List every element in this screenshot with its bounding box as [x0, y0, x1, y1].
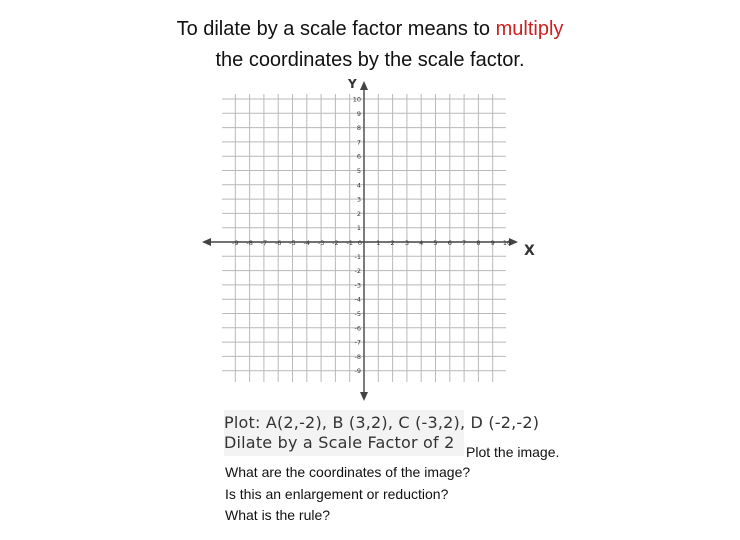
y-tick-label: 8	[356, 124, 361, 133]
coordinate-grid-svg	[200, 76, 540, 406]
x-axis-arrow-left	[202, 238, 211, 246]
x-tick-label: 1	[376, 239, 381, 247]
y-tick-label: -8	[354, 352, 361, 361]
x-axis-label: X	[524, 243, 535, 259]
x-tick-label: -1	[346, 239, 353, 247]
y-axis-label: Y	[348, 77, 357, 91]
y-tick-label: 7	[356, 138, 361, 147]
y-tick-label: -7	[354, 338, 361, 347]
question-item: What is the rule?	[225, 507, 331, 523]
y-tick-label: 9	[356, 109, 361, 118]
y-tick-label: 1	[356, 224, 361, 233]
x-tick-label: 6	[447, 239, 452, 247]
x-tick-label: 5	[433, 239, 438, 247]
y-axis-arrow-down	[360, 392, 368, 401]
x-tick-label: -2	[332, 239, 339, 247]
question-item: What are the coordinates of the image?	[225, 464, 471, 480]
y-tick-label: -2	[354, 267, 361, 276]
x-tick-label: 0	[357, 239, 363, 247]
x-tick-label: -3	[317, 239, 325, 247]
plot-image-instruction: Plot the image.	[466, 444, 560, 460]
y-tick-label: 6	[356, 152, 361, 161]
x-tick-label: -4	[303, 239, 311, 247]
y-axis-arrow-up	[360, 81, 368, 90]
y-tick-label: -6	[354, 324, 361, 333]
x-tick-label: 3	[404, 239, 409, 247]
y-tick-label: -9	[354, 367, 361, 376]
title-line-2: the coordinates by the scale factor.	[215, 49, 525, 71]
title-text: To dilate by a scale factor means to	[176, 18, 496, 40]
y-tick-label: 10	[352, 95, 361, 104]
y-tick-label: 4	[356, 181, 361, 190]
coordinate-grid	[200, 76, 540, 406]
x-tick-label: -7	[260, 239, 268, 247]
x-tick-label: 9	[490, 239, 495, 247]
x-tick-label: -5	[289, 239, 296, 247]
y-tick-label: -5	[354, 310, 361, 318]
x-tick-label: -8	[246, 239, 253, 247]
y-tick-label: -3	[354, 281, 361, 290]
x-tick-label: -6	[274, 239, 282, 247]
y-tick-label: 2	[356, 209, 361, 218]
x-tick-label: 7	[462, 239, 467, 247]
x-tick-label: 10	[502, 239, 512, 247]
title-line-1	[0, 14, 740, 45]
x-tick-label: 4	[419, 239, 424, 247]
question-list	[225, 462, 470, 527]
plot-points-text: Plot: A(2,-2), B (3,2), C (-3,2), D (-2,-2)	[224, 413, 540, 432]
title-highlight-word: multiply	[495, 18, 564, 40]
y-tick-label: -1	[354, 252, 361, 261]
dilate-instruction-text: Dilate by a Scale Factor of 2	[224, 433, 455, 452]
y-tick-label: 5	[356, 167, 361, 175]
slide-title	[0, 14, 740, 76]
x-tick-label: 2	[390, 239, 395, 247]
y-tick-label: 3	[356, 195, 361, 204]
question-item: Is this an enlargement or reduction?	[225, 485, 449, 502]
x-tick-label: 8	[476, 239, 481, 247]
x-tick-label: -9	[232, 239, 239, 247]
y-tick-label: -4	[354, 295, 361, 304]
